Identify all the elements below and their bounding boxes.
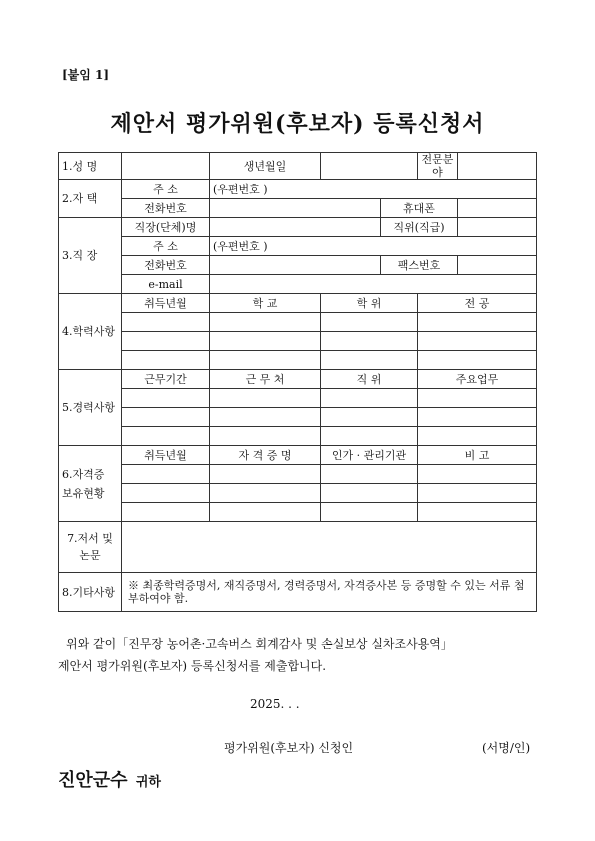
cert-cell[interactable] [418,503,537,522]
edu-cell[interactable] [210,313,321,332]
pub-label [59,522,122,573]
statement-line2: 제안서 평가위원(후보자) 등록신청서를 제출합니다. [58,659,327,673]
edu-cell[interactable] [210,332,321,351]
birth-label: 생년월일 [210,153,321,180]
registration-form-table [58,152,537,612]
career-cell[interactable] [122,408,210,427]
career-row [59,389,537,408]
work-org-row [59,218,537,237]
cert-cell[interactable] [321,503,418,522]
fax-label: 팩스번호 [381,256,458,275]
career-cell[interactable] [210,408,321,427]
pub-field[interactable] [122,522,537,573]
work-email-row [59,275,537,294]
career-col-position: 직 위 [321,370,418,389]
fax-field[interactable] [458,256,537,275]
cert-row [59,503,537,522]
edu-cell[interactable] [418,313,537,332]
work-phone-label: 전화번호 [122,256,210,275]
field-field[interactable] [458,153,537,180]
edu-cell[interactable] [210,351,321,370]
work-phone-field[interactable] [210,256,381,275]
career-cell[interactable] [321,408,418,427]
cert-cell[interactable] [122,503,210,522]
field-label: 전문분야 [418,153,458,180]
work-label: 3.직 장 [59,218,122,294]
home-phone-row [59,199,537,218]
cert-col-note: 비 고 [418,446,537,465]
edu-cell[interactable] [321,351,418,370]
cert-cell[interactable] [210,484,321,503]
cert-cell[interactable] [418,465,537,484]
career-cell[interactable] [418,408,537,427]
career-cell[interactable] [418,427,537,446]
cert-row [59,465,537,484]
email-label: e-mail [122,275,210,294]
addressee-name: 진안군수 [58,770,128,791]
cert-cell[interactable] [122,484,210,503]
name-row [59,153,537,180]
work-address-row [59,237,537,256]
career-header-row [59,370,537,389]
cert-cell[interactable] [210,465,321,484]
pub-label-line1: 7.저서 및 [67,532,113,545]
cert-col-name: 자 격 증 명 [210,446,321,465]
edu-row [59,313,537,332]
pub-label-line2: 논문 [79,549,101,562]
edu-col-school: 학 교 [210,294,321,313]
cert-cell[interactable] [210,503,321,522]
career-cell[interactable] [210,389,321,408]
applicant-label: 평가위원(후보자) 신청인 [224,741,354,755]
work-phone-row [59,256,537,275]
career-col-duty: 주요업무 [418,370,537,389]
cert-cell[interactable] [122,465,210,484]
cert-label-line2: 보유현황 [62,486,105,500]
career-cell[interactable] [418,389,537,408]
cert-cell[interactable] [418,484,537,503]
mobile-field[interactable] [458,199,537,218]
edu-cell[interactable] [122,332,210,351]
work-address-field[interactable]: (우편번호 ) [210,237,537,256]
etc-label: 8.기타사항 [59,573,122,612]
org-label: 직장(단체)명 [122,218,210,237]
name-field[interactable] [122,153,210,180]
cert-cell[interactable] [321,484,418,503]
edu-col-degree: 학 위 [321,294,418,313]
pub-row [59,522,537,573]
email-field[interactable] [210,275,537,294]
cert-col-authority: 인가 · 관리기관 [321,446,418,465]
career-label: 5.경력사항 [59,370,122,446]
cert-header-row [59,446,537,465]
cert-col-date: 취득년월 [122,446,210,465]
etc-notice: ※ 최종학력증명서, 재직증명서, 경력증명서, 자격증사본 등 증명할 수 있는 서류 첨부하여야 함. [122,573,537,612]
edu-row [59,332,537,351]
statement [58,633,540,677]
position-label: 직위(직급) [381,218,458,237]
home-phone-label: 전화번호 [122,199,210,218]
position-field[interactable] [458,218,537,237]
edu-cell[interactable] [321,332,418,351]
edu-cell[interactable] [122,313,210,332]
career-cell[interactable] [321,427,418,446]
cert-label-line1: 6.자격증 [62,467,105,481]
org-field[interactable] [210,218,381,237]
page-title: 제안서 평가위원(후보자) 등록신청서 [110,111,485,137]
birth-field[interactable] [321,153,418,180]
date-line: 2025. . . [250,697,300,711]
career-col-workplace: 근 무 처 [210,370,321,389]
career-row [59,408,537,427]
signature-label: (서명/인) [482,741,531,755]
mobile-label: 휴대폰 [381,199,458,218]
edu-col-date: 취득년월 [122,294,210,313]
edu-label: 4.학력사항 [59,294,122,370]
career-cell[interactable] [210,427,321,446]
cert-row [59,484,537,503]
home-phone-field[interactable] [210,199,381,218]
statement-line1: 위와 같이「진무장 농어촌·고속버스 회계감사 및 손실보상 실차조사용역」 [66,637,453,651]
etc-row [59,573,537,612]
career-cell[interactable] [321,389,418,408]
career-cell[interactable] [122,427,210,446]
name-label: 1.성 명 [59,153,122,180]
home-address-label: 주 소 [122,180,210,199]
career-row [59,427,537,446]
edu-cell[interactable] [122,351,210,370]
edu-cell[interactable] [418,332,537,351]
attachment-label: [붙임 1] [62,68,110,82]
cert-cell[interactable] [321,465,418,484]
career-cell[interactable] [122,389,210,408]
edu-row [59,351,537,370]
home-label: 2.자 택 [59,180,122,218]
addressee-suffix: 귀하 [135,775,161,790]
addressee [58,766,161,792]
edu-cell[interactable] [418,351,537,370]
career-col-period: 근무기간 [122,370,210,389]
edu-cell[interactable] [321,313,418,332]
edu-col-major: 전 공 [418,294,537,313]
edu-header-row [59,294,537,313]
home-address-field[interactable]: (우편번호 ) [210,180,537,199]
cert-label [59,446,122,522]
home-address-row [59,180,537,199]
work-address-label: 주 소 [122,237,210,256]
